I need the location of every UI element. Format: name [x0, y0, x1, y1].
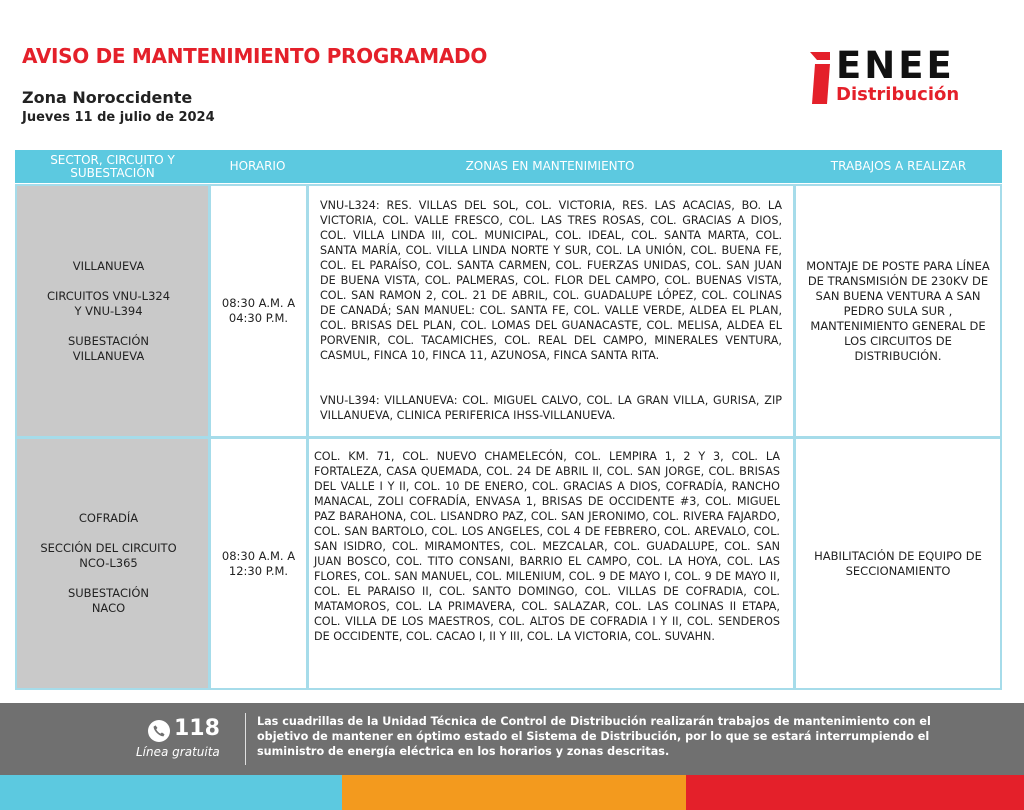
phone-label: Línea gratuita — [136, 745, 220, 759]
column-header-zones: ZONAS EN MANTENIMIENTO — [465, 159, 635, 173]
table-cell-zones — [307, 437, 795, 690]
schedule-text: 08:30 A.M. A 12:30 P.M. — [221, 548, 296, 578]
substation-name: SUBESTACIÓN VILLANUEVA — [67, 333, 150, 363]
column-header-sector: SECTOR, CIRCUITO Y SUBESTACIÓN — [50, 152, 175, 180]
table-cell-work — [794, 437, 1002, 690]
table-cell-sector — [15, 437, 210, 690]
column-header-schedule: HORARIO — [229, 159, 286, 173]
table-cell-work — [794, 184, 1002, 438]
color-band-blue — [0, 775, 342, 810]
color-band-red — [686, 775, 1024, 810]
circuit-name: CIRCUITOS VNU-L324 Y VNU-L394 — [46, 288, 171, 318]
zones-text: VNU-L324: RES. VILLAS DEL SOL, COL. VICTORIA, RES. LAS ACACIAS, BO. LA VICTORIA, COL. VALLE FRESCO, COL. LAS TRES ROSAS, COL. GRACIAS A DIOS, COL. VILLA LINDA III, COL. MUNICIPAL, COL. IDEAL, COL. SANTA MARTA, COL. SANTA MARÍA, COL. VILLA LINDA NORTE Y SUR, COL. LA UNIÓN, COL. BUENA FE, COL. EL PARAÍSO, COL. SANTA CARMEN, COL. FUERZAS UNIDAS, COL. SAN JUAN DE BUENA VISTA, COL. PALMERAS, COL. FLOR DEL CAMPO, COL. BUENAS VISTA, COL. SAN RAMON 2, COL. 21 DE ABRIL, COL. GUADALUPE LÓPEZ, COL. COLINAS DE CANADÁ; SAN MANUEL: COL. SANTA FE, COL. VALLE VERDE, ALDEA EL PLAN, COL. BRISAS DEL PLAN, COL. LOMAS DEL GUANACASTE, COL. MELISA, ALDEA EL PORVENIR, COL. TACAMICHES, COL. REAL DEL CAMPO, MINERALES VENTURA, CASMUL, FINCA 10, FINCA 11, AZUNOSA, FINCA SANTA RITA. — [320, 199, 782, 362]
date-label: Jueves 11 de julio de 2024 — [22, 110, 215, 125]
sector-name: VILLANUEVA — [72, 258, 145, 273]
zones-text: COL. KM. 71, COL. NUEVO CHAMELECÓN, COL. LEMPIRA 1, 2 Y 3, COL. LA FORTALEZA, CASA QUEMADA, COL. 24 DE ABRIL II, COL. SAN JORGE, COL. BRISAS DEL VALLE I Y II, COL. 10 DE ENERO, COL. GRACIAS A DIOS, COFRADÍA, RANCHO MANACAL, ZOLI COFRADÍA, ENVASA 1, BRISAS DE OCCIDENTE #3, COL. MIGUEL PAZ BARAHONA, COL. LISANDRO PAZ, COL. SAN JERONIMO, COL. RIVERA FAJARDO, COL. SAN BARTOLO, COL. LOS ANGELES, COL 4 DE FEBRERO, COL. AREVALO, COL. SAN ISIDRO, COL. MIRAMONTES, COL. MEZCALAR, COL. GUADALUPE, COL. SAN JUAN BOSCO, COL. TITO CONSANI, BARRIO EL CAMPO, COL. LA HOYA, COL. LAS FLORES, COL. SAN MANUEL, COL. MILENIUM, COL. 9 DE MAYO I, COL. 9 DE MAYO II, COL. EL PARAISO II, COL. SANTO DOMINGO, COL. VILLAS DE COFRADIA, COL. MATAMOROS, COL. LA PRIMAVERA, COL. SALAZAR, COL. LAS COLINAS II ETAPA, COL. VILLA DE LOS MAESTROS, COL. ALTOS DE COFRADIA I Y II, COL. SENDEROS DE OCCIDENTE, COL. CACAO I, II Y III, COL. LA VICTORIA, COL. SUVAHN. — [314, 450, 780, 643]
phone-icon — [148, 720, 170, 742]
table-cell-schedule — [209, 437, 308, 690]
phone-number: 118 — [174, 716, 220, 741]
table-cell-zones — [307, 184, 795, 438]
table-cell-sector — [15, 184, 210, 438]
page-title: AVISO DE MANTENIMIENTO PROGRAMADO — [22, 44, 488, 68]
footer-bar — [0, 703, 1024, 775]
footer-notice: Las cuadrillas de la Unidad Técnica de Control de Distribución realizarán trabajos de mantenimiento con el objetivo de mantener en óptimo estado el Sistema de Distribución, por lo que se estará interrumpiendo el suministro de energía eléctrica en los horarios y zonas descritas. — [257, 715, 931, 758]
table-cell-schedule — [209, 184, 308, 438]
logo-brand: ENEE — [836, 44, 955, 87]
column-header-work: TRABAJOS A REALIZAR — [830, 159, 967, 173]
logo-subtitle: Distribución — [836, 84, 960, 105]
substation-name: SUBESTACIÓN NACO — [67, 586, 150, 615]
table-header — [15, 150, 1002, 183]
zone-label: Zona Noroccidente — [22, 88, 193, 107]
circuit-name: SECCIÓN DEL CIRCUITO NCO-L365 — [40, 541, 177, 570]
enee-logo-mark-icon — [806, 52, 830, 104]
enee-logo — [806, 44, 1006, 110]
zones-text: VNU-L394: VILLANUEVA: COL. MIGUEL CALVO, COL. LA GRAN VILLA, GURISA, ZIP VILLANUEVA, CLINICA PERIFERICA IHSS-VILLANUEVA. — [320, 394, 782, 422]
color-band-orange — [342, 775, 686, 810]
schedule-text: 08:30 A.M. A 04:30 P.M. — [221, 296, 296, 325]
footer-divider — [245, 713, 246, 765]
sector-name: COFRADÍA — [78, 511, 139, 525]
work-text: MONTAJE DE POSTE PARA LÍNEA DE TRANSMISIÓN DE 230KV DE SAN BUENA VENTURA A SAN PEDRO SULA SUR , MANTENIMIENTO GENERAL DE LOS CIRCUITOS DE DISTRIBUCIÓN. — [806, 258, 990, 363]
work-text: HABILITACIÓN DE EQUIPO DE SECCIONAMIENTO — [814, 548, 982, 578]
